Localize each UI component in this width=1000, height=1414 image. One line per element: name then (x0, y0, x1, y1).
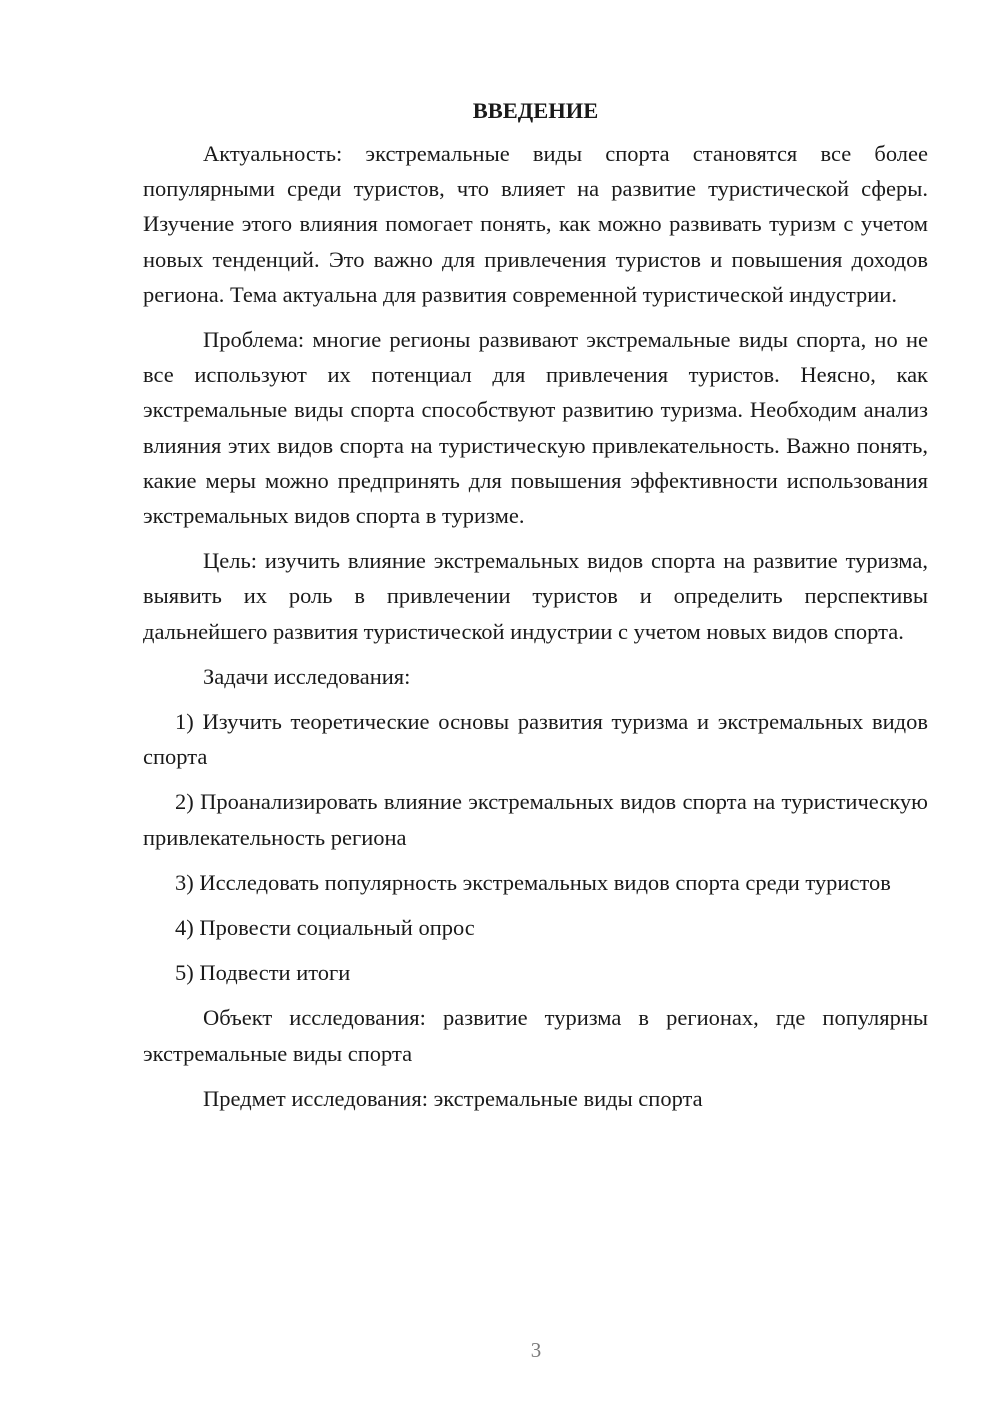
subject-paragraph: Предмет исследования: экстремальные виды спорта (203, 1085, 703, 1111)
task-item-5: 5) Подвести итоги (175, 960, 351, 986)
object-paragraph: Объект исследования: развитие туризма в регионах, где популярны экстремальные виды спорта (143, 1005, 928, 1066)
goal-paragraph: Цель: изучить влияние экстремальных видов спорта на развитие туризма, выявить их роль в привлечении туристов и определить перспективы дальнейшего развития туристической индустрии с учетом новых видов спорта. (143, 548, 928, 644)
task-item-1: 1) Изучить теоретические основы развития туризма и экстремальных видов спорта (143, 709, 928, 770)
section-heading: ВВЕДЕНИЕ (472, 98, 599, 123)
page-content (143, 95, 928, 1126)
tasks-intro: Задачи исследования: (203, 663, 411, 689)
relevance-paragraph: Актуальность: экстремальные виды спорта становятся все более популярными среди туристов, что влияет на развитие туристической сферы. Изучение этого влияния помогает понять, как можно развивать туризм с учетом новых тенденций. Это важно для привлечения туристов и повышения доходов региона. Тема актуальна для развития современной туристической индустрии. (143, 141, 928, 307)
task-item-4: 4) Провести социальный опрос (175, 915, 475, 941)
task-item-2: 2) Проанализировать влияние экстремальных видов спорта на туристическую привлекательность региона (143, 789, 928, 850)
problem-paragraph: Проблема: многие регионы развивают экстремальные виды спорта, но не все используют их потенциал для привлечения туристов. Неясно, как экстремальные виды спорта способствуют развитию туризма. Необходим анализ влияния этих видов спорта на туристическую привлекательность. Важно понять, какие меры можно предпринять для повышения эффективности использования экстремальных видов спорта в туризме. (143, 327, 928, 529)
page-number: 3 (530, 1338, 542, 1362)
task-item-3: 3) Исследовать популярность экстремальных видов спорта среди туристов (175, 869, 891, 895)
